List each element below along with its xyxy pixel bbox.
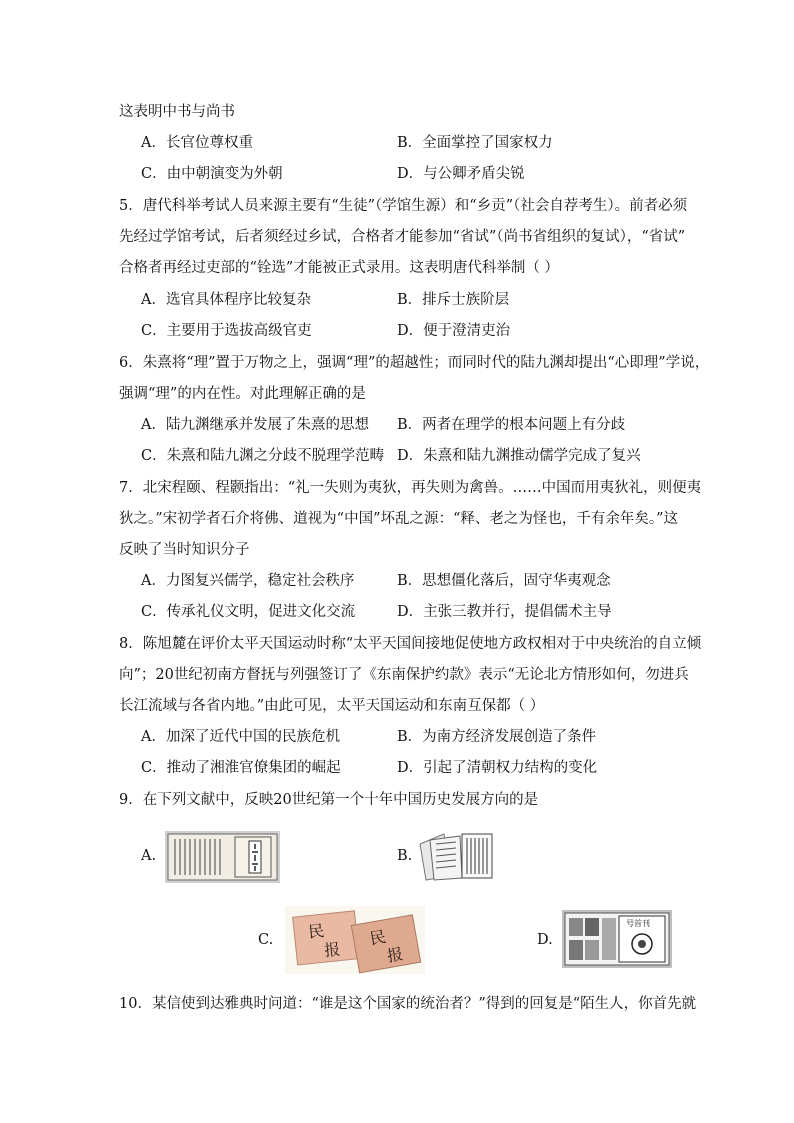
q6-stem-line-2: 强调“理”的内在性。对此理解正确的是 — [119, 386, 366, 402]
q9-image-d-title: 号首刊 — [626, 919, 650, 928]
q9-image-d — [562, 910, 672, 972]
q4-option-c: C．由中朝演变为外朝 — [141, 166, 283, 182]
q9-image-b — [416, 830, 496, 886]
q6-option-a: A．陆九渊继承并发展了朱熹的思想 — [141, 417, 369, 433]
q7-option-c: C．传承礼仪文明，促进文化交流 — [141, 604, 356, 620]
q5-stem-line-3: 合格者再经过吏部的“铨选”才能被正式录用。这表明唐代科举制（ ） — [119, 260, 559, 276]
q7-stem-line-3: 反映了当时知识分子 — [119, 542, 250, 558]
q7-option-a: A．力图复兴儒学，稳定社会秩序 — [141, 573, 355, 589]
q5-option-c: C．主要用于选拔高级官吏 — [141, 323, 312, 339]
q9-image-c-char-2: 报 — [323, 939, 342, 961]
q9-label-c: C. — [258, 932, 274, 948]
q5-option-d: D．便于澄清吏治 — [397, 323, 511, 339]
q9-image-c-char-3: 民 — [368, 926, 388, 949]
q4-option-d: D．与公卿矛盾尖锐 — [397, 166, 525, 182]
q6-option-d: D．朱熹和陆九渊推动儒学完成了复兴 — [397, 448, 641, 464]
q6-stem-line-1: 6．朱熹将“理”置于万物之上，强调“理”的超越性；而同时代的陆九渊却提出“心即理”学说， — [119, 355, 710, 371]
q6-option-c: C．朱熹和陆九渊之分歧不脱理学范畴 — [141, 448, 385, 464]
q6-option-b: B．两者在理学的根本问题上有分歧 — [397, 417, 626, 433]
q7-option-d: D．主张三教并行，提倡儒术主导 — [397, 604, 612, 620]
q4-option-b: B．全面掌控了国家权力 — [397, 135, 553, 151]
q5-option-a: A．选官具体程序比较复杂 — [141, 292, 311, 308]
q7-option-b: B．思想僵化落后，固守华夷观念 — [397, 573, 611, 589]
q8-option-b: B．为南方经济发展创造了条件 — [397, 729, 597, 745]
q9-image-c-char-4: 报 — [385, 944, 405, 966]
q9-label-a: A. — [141, 848, 157, 864]
q9-image-a — [165, 831, 280, 887]
q5-stem-line-2: 先经过学馆考试，后者须经过乡试，合格者才能参加“省试”（尚书省组织的复试），“省试” — [119, 229, 686, 245]
q5-option-b: B．排斥士族阶层 — [397, 292, 510, 308]
q9-label-d: D. — [537, 932, 553, 948]
q8-option-a: A．加深了近代中国的民族危机 — [141, 729, 340, 745]
q5-stem-line-1: 5．唐代科举考试人员来源主要有“生徒”（学馆生源）和“乡贡”（社会自荐考生）。前者必须 — [119, 198, 688, 214]
q7-stem-line-2: 狄之。”宋初学者石介将佛、道视为“中国”坏乱之源：“释、老之为怪也，千有余年矣。”这 — [119, 511, 679, 527]
q9-label-b: B. — [397, 848, 413, 864]
q9-image-c-char-1: 民 — [307, 921, 326, 942]
q9-stem: 9．在下列文献中，反映20世纪第一个十年中国历史发展方向的是 — [119, 792, 539, 808]
q7-stem-line-1: 7．北宋程颐、程颢指出：“礼一失则为夷狄，再失则为禽兽。……中国而用夷狄礼，则便夷 — [119, 480, 702, 496]
q9-image-c — [285, 906, 425, 978]
q8-option-c: C．推动了湘淮官僚集团的崛起 — [141, 760, 341, 776]
q8-stem-line-3: 长江流域与各省内地。”由此可见，太平天国运动和东南互保都（ ） — [119, 698, 545, 714]
q4-stem-tail: 这表明中书与尚书 — [119, 104, 235, 120]
q8-option-d: D．引起了清朝权力结构的变化 — [397, 760, 598, 776]
q8-stem-line-1: 8．陈旭麓在评价太平天国运动时称“太平天国间接地促使地方政权相对于中央统治的自立倾 — [119, 636, 702, 652]
q4-option-a: A．长官位尊权重 — [141, 135, 253, 151]
q10-stem-line-1: 10．某信使到达雅典时问道：“谁是这个国家的统治者？”得到的回复是“陌生人，你首先就 — [119, 996, 697, 1012]
q8-stem-line-2: 向”；20世纪初南方督抚与列强签订了《东南保护约款》表示“无论北方情形如何，勿进兵 — [119, 667, 689, 683]
